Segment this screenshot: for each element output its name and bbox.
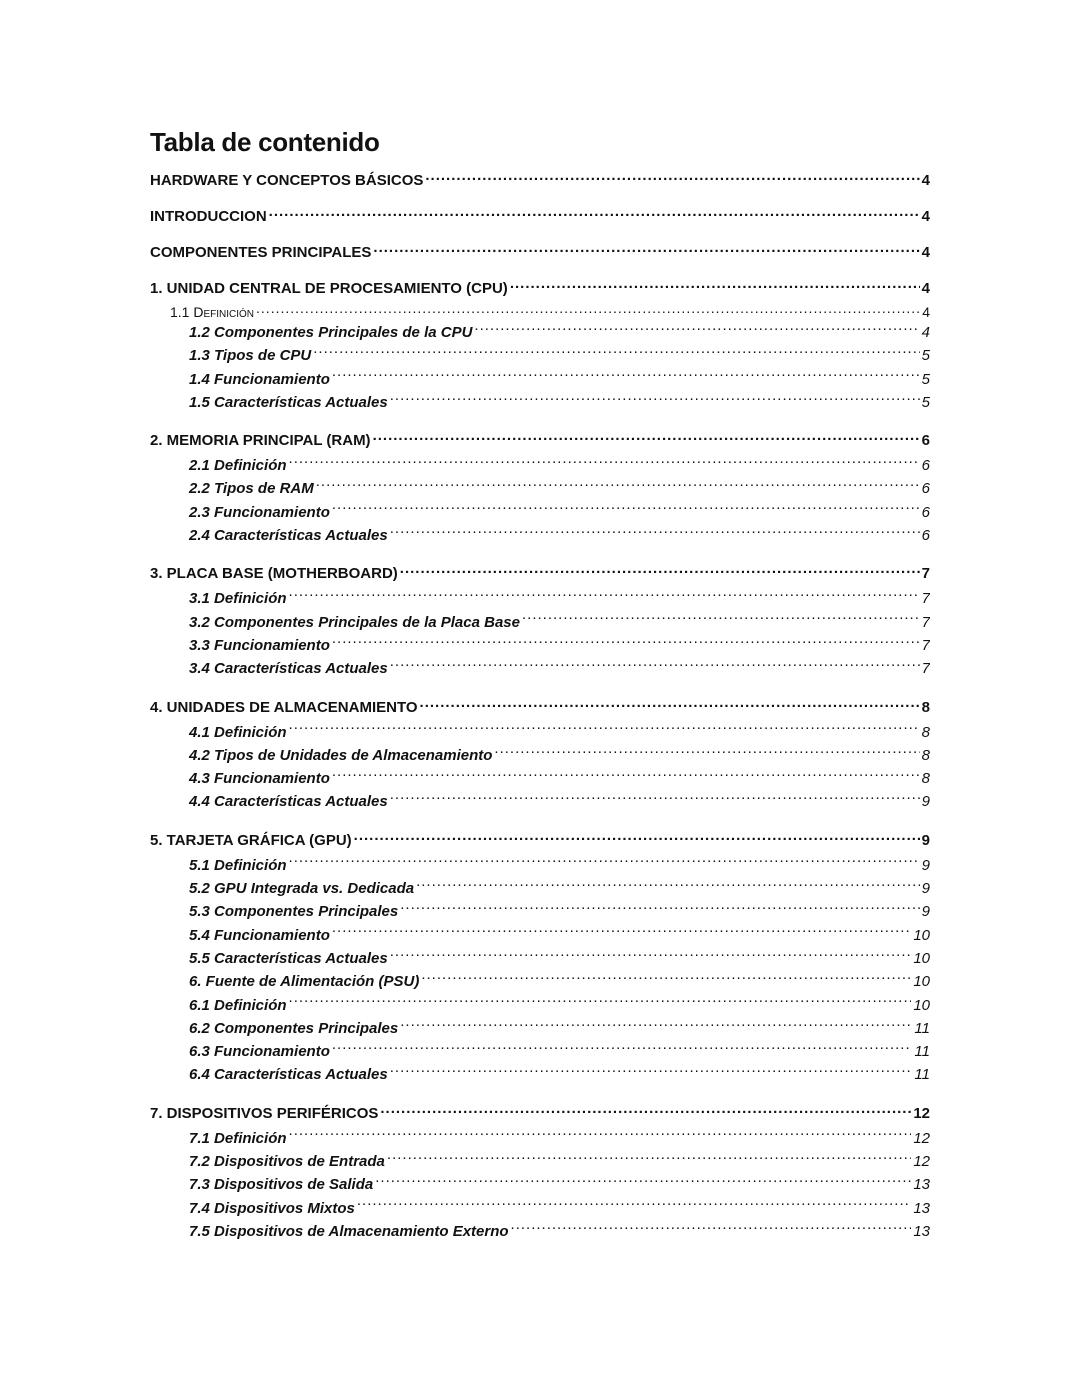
- toc-leader: [390, 658, 920, 673]
- toc-page-number: 13: [913, 1222, 930, 1240]
- toc-leader: [373, 430, 920, 445]
- toc-leader: [421, 971, 911, 986]
- toc-page-number: 6: [921, 527, 930, 545]
- toc-page: [150, 126, 930, 1243]
- toc-leader: [313, 345, 919, 360]
- toc-page-number: 9: [921, 880, 930, 898]
- toc-entry-label: 6.3 Funcionamiento: [189, 1043, 330, 1061]
- toc-page-number: 11: [914, 1066, 930, 1084]
- toc-entry-cpu[interactable]: [150, 278, 930, 298]
- toc-entry-label: 5. TARJETA GRÁFICA (GPU): [150, 831, 352, 849]
- toc-list: [150, 170, 930, 1243]
- toc-leader: [511, 1221, 912, 1236]
- toc-entry-label: 2.4 Características Actuales: [189, 527, 388, 545]
- toc-leader: [400, 901, 919, 916]
- toc-entry-gpu-integrada[interactable]: [150, 877, 930, 900]
- toc-entry-label: 7.5 Dispositivos de Almacenamiento Externo: [189, 1222, 509, 1240]
- toc-entry-label: 6.2 Componentes Principales: [189, 1019, 399, 1037]
- toc-entry-ram[interactable]: [150, 430, 930, 450]
- toc-entry-psu-componentes[interactable]: [150, 1017, 930, 1040]
- toc-page-number: 6: [921, 457, 930, 475]
- toc-leader: [400, 1018, 912, 1033]
- toc-page-number: 9: [921, 856, 930, 874]
- toc-leader: [289, 588, 920, 603]
- toc-page-number: 12: [913, 1104, 930, 1122]
- toc-entry-cpu-definicion[interactable]: [150, 303, 930, 321]
- toc-entry-gpu-funcionamiento[interactable]: [150, 924, 930, 947]
- toc-entry-label: 2.1 Definición: [189, 457, 287, 475]
- toc-entry-almacenamiento-tipos[interactable]: [150, 744, 930, 767]
- toc-entry-label: 1.3 Tipos de CPU: [189, 347, 312, 365]
- toc-entry-almacenamiento[interactable]: [150, 697, 930, 717]
- toc-entry-ram-funcionamiento[interactable]: [150, 501, 930, 524]
- toc-entry-gpu-caracteristicas[interactable]: [150, 947, 930, 970]
- toc-leader: [289, 995, 912, 1010]
- toc-entry-cpu-tipos[interactable]: [150, 344, 930, 367]
- toc-page-number: 5: [921, 393, 930, 411]
- toc-entry-introduccion[interactable]: [150, 206, 930, 226]
- toc-entry-label: 5.4 Funcionamiento: [189, 926, 330, 944]
- toc-entry-gpu-definicion[interactable]: [150, 854, 930, 877]
- toc-entry-label: 5.5 Características Actuales: [189, 949, 388, 967]
- toc-page-number: 9: [921, 793, 930, 811]
- toc-page-number: 7: [921, 590, 930, 608]
- toc-page-number: 6: [921, 503, 930, 521]
- toc-entry-label: 1.1 Definición: [170, 304, 255, 320]
- toc-leader: [357, 1198, 911, 1213]
- toc-page-number: 6: [921, 480, 930, 498]
- toc-page-number: 8: [921, 698, 930, 716]
- toc-leader: [256, 303, 920, 317]
- toc-page-number: 4: [922, 304, 930, 320]
- toc-leader: [390, 392, 920, 407]
- toc-entry-gpu-componentes[interactable]: [150, 900, 930, 923]
- toc-leader: [289, 455, 920, 470]
- toc-leader: [390, 791, 920, 806]
- toc-leader: [420, 697, 920, 712]
- toc-entry-label: 1.2 Componentes Principales de la CPU: [189, 324, 473, 341]
- toc-entry-cpu-funcionamiento[interactable]: [150, 368, 930, 391]
- toc-page-number: 4: [921, 208, 930, 225]
- toc-page-number: 10: [913, 926, 930, 944]
- toc-page-number: 4: [921, 280, 930, 297]
- toc-entry-perifericos-externo[interactable]: [150, 1220, 930, 1243]
- toc-page-number: 7: [921, 636, 930, 654]
- toc-entry-perifericos-salida[interactable]: [150, 1173, 930, 1196]
- toc-page-number: 9: [921, 903, 930, 921]
- toc-leader: [332, 1041, 913, 1056]
- toc-entry-label: 4.1 Definición: [189, 723, 287, 741]
- toc-entry-ram-tipos[interactable]: [150, 477, 930, 500]
- toc-page-number: 9: [921, 831, 930, 849]
- toc-entry-almacenamiento-definicion[interactable]: [150, 721, 930, 744]
- toc-page-number: 8: [921, 770, 930, 788]
- toc-leader: [400, 563, 920, 578]
- toc-entry-label: 3.3 Funcionamiento: [189, 636, 330, 654]
- toc-leader: [522, 612, 920, 627]
- toc-page-number: 10: [913, 949, 930, 967]
- toc-leader: [354, 830, 920, 845]
- toc-entry-placa-funcionamiento[interactable]: [150, 634, 930, 657]
- toc-entry-ram-definicion[interactable]: [150, 454, 930, 477]
- toc-page-number: 13: [913, 1199, 930, 1217]
- toc-entry-placa-componentes[interactable]: [150, 611, 930, 634]
- toc-entry-gpu[interactable]: [150, 830, 930, 850]
- toc-page-number: 12: [913, 1129, 930, 1147]
- toc-leader: [380, 1103, 911, 1118]
- toc-leader: [289, 1128, 912, 1143]
- toc-page-number: 5: [921, 370, 930, 388]
- toc-page-number: 7: [921, 613, 930, 631]
- toc-entry-label: INTRODUCCION: [150, 208, 267, 225]
- toc-entry-cpu-componentes[interactable]: [150, 321, 930, 344]
- toc-entry-psu[interactable]: [150, 970, 930, 993]
- toc-entry-perifericos-definicion[interactable]: [150, 1127, 930, 1150]
- toc-entry-label: 5.2 GPU Integrada vs. Dedicada: [189, 880, 415, 898]
- toc-entry-label: HARDWARE Y CONCEPTOS BÁSICOS: [150, 172, 424, 189]
- toc-entry-placa-caracteristicas[interactable]: [150, 657, 930, 680]
- toc-entry-label: 1.5 Características Actuales: [189, 393, 388, 411]
- toc-leader: [332, 925, 911, 940]
- toc-entry-label: 5.3 Componentes Principales: [189, 903, 399, 921]
- toc-entry-perifericos-mixtos[interactable]: [150, 1197, 930, 1220]
- toc-entry-label: 4. UNIDADES DE ALMACENAMIENTO: [150, 698, 418, 716]
- toc-page-number: 7: [921, 565, 930, 583]
- toc-page-number: 7: [921, 660, 930, 678]
- toc-entry-almacenamiento-caracteristicas[interactable]: [150, 790, 930, 813]
- toc-entry-label: 3.2 Componentes Principales de la Placa Base: [189, 613, 520, 631]
- toc-leader: [390, 525, 920, 540]
- toc-entry-psu-definicion[interactable]: [150, 994, 930, 1017]
- toc-entry-label: 4.3 Funcionamiento: [189, 770, 330, 788]
- toc-entry-label: 2.3 Funcionamiento: [189, 503, 330, 521]
- toc-leader: [510, 278, 920, 293]
- toc-entry-label: 2. MEMORIA PRINCIPAL (RAM): [150, 432, 371, 450]
- toc-leader: [474, 322, 919, 337]
- toc-leader: [289, 855, 920, 870]
- toc-page-number: 4: [921, 172, 930, 189]
- toc-leader: [416, 878, 920, 893]
- toc-page-number: 10: [913, 973, 930, 991]
- toc-leader: [375, 1174, 911, 1189]
- toc-leader: [289, 722, 920, 737]
- toc-title: Tabla de contenido: [150, 127, 380, 157]
- toc-entry-label: 7. DISPOSITIVOS PERIFÉRICOS: [150, 1104, 379, 1122]
- toc-leader: [316, 478, 920, 493]
- toc-entry-perifericos[interactable]: [150, 1103, 930, 1123]
- toc-leader: [332, 369, 920, 384]
- toc-entry-placa-definicion[interactable]: [150, 587, 930, 610]
- toc-leader: [332, 768, 920, 783]
- toc-entry-label: 1.4 Funcionamiento: [189, 370, 330, 388]
- toc-entry-label: 7.2 Dispositivos de Entrada: [189, 1153, 385, 1171]
- toc-page-number: 13: [913, 1176, 930, 1194]
- toc-entry-label: 1. UNIDAD CENTRAL DE PROCESAMIENTO (CPU): [150, 280, 508, 297]
- toc-entry-label: COMPONENTES PRINCIPALES: [150, 244, 372, 261]
- toc-entry-placa-base[interactable]: [150, 563, 930, 583]
- toc-page-number: 12: [913, 1153, 930, 1171]
- toc-entry-psu-funcionamiento[interactable]: [150, 1040, 930, 1063]
- toc-entry-componentes[interactable]: [150, 242, 930, 262]
- toc-leader: [425, 170, 919, 185]
- toc-page-number: 6: [921, 432, 930, 450]
- toc-entry-label: 7.4 Dispositivos Mixtos: [189, 1199, 355, 1217]
- toc-page-number: 5: [921, 347, 930, 365]
- toc-entry-almacenamiento-funcionamiento[interactable]: [150, 767, 930, 790]
- toc-page-number: 11: [914, 1019, 930, 1037]
- toc-entry-label: 3.4 Características Actuales: [189, 660, 388, 678]
- toc-entry-hardware[interactable]: [150, 170, 930, 190]
- toc-entry-ram-caracteristicas[interactable]: [150, 524, 930, 547]
- toc-entry-psu-caracteristicas[interactable]: [150, 1063, 930, 1086]
- toc-entry-label: 4.4 Características Actuales: [189, 793, 388, 811]
- toc-entry-label: 2.2 Tipos de RAM: [189, 480, 314, 498]
- toc-page-number: 11: [914, 1043, 930, 1061]
- toc-entry-label: 6. Fuente de Alimentación (PSU): [189, 973, 420, 991]
- toc-leader: [332, 635, 920, 650]
- toc-leader: [387, 1151, 911, 1166]
- toc-leader: [494, 745, 919, 760]
- toc-leader: [373, 242, 919, 257]
- toc-page-number: 8: [921, 723, 930, 741]
- toc-leader: [332, 502, 920, 517]
- toc-entry-label: 6.1 Definición: [189, 996, 287, 1014]
- toc-entry-label: 6.4 Características Actuales: [189, 1066, 388, 1084]
- toc-entry-cpu-caracteristicas[interactable]: [150, 391, 930, 414]
- toc-entry-perifericos-entrada[interactable]: [150, 1150, 930, 1173]
- toc-page-number: 8: [921, 746, 930, 764]
- toc-entry-label: 7.1 Definición: [189, 1129, 287, 1147]
- toc-entry-label: 3. PLACA BASE (MOTHERBOARD): [150, 565, 398, 583]
- toc-leader: [390, 948, 912, 963]
- toc-entry-label: 5.1 Definición: [189, 856, 287, 874]
- toc-page-number: 4: [921, 324, 930, 341]
- toc-leader: [269, 206, 920, 221]
- toc-page-number: 10: [913, 996, 930, 1014]
- toc-entry-label: 4.2 Tipos de Unidades de Almacenamiento: [189, 746, 493, 764]
- toc-entry-label: 7.3 Dispositivos de Salida: [189, 1176, 374, 1194]
- toc-leader: [390, 1064, 913, 1079]
- toc-entry-label: 3.1 Definición: [189, 590, 287, 608]
- toc-page-number: 4: [921, 244, 930, 261]
